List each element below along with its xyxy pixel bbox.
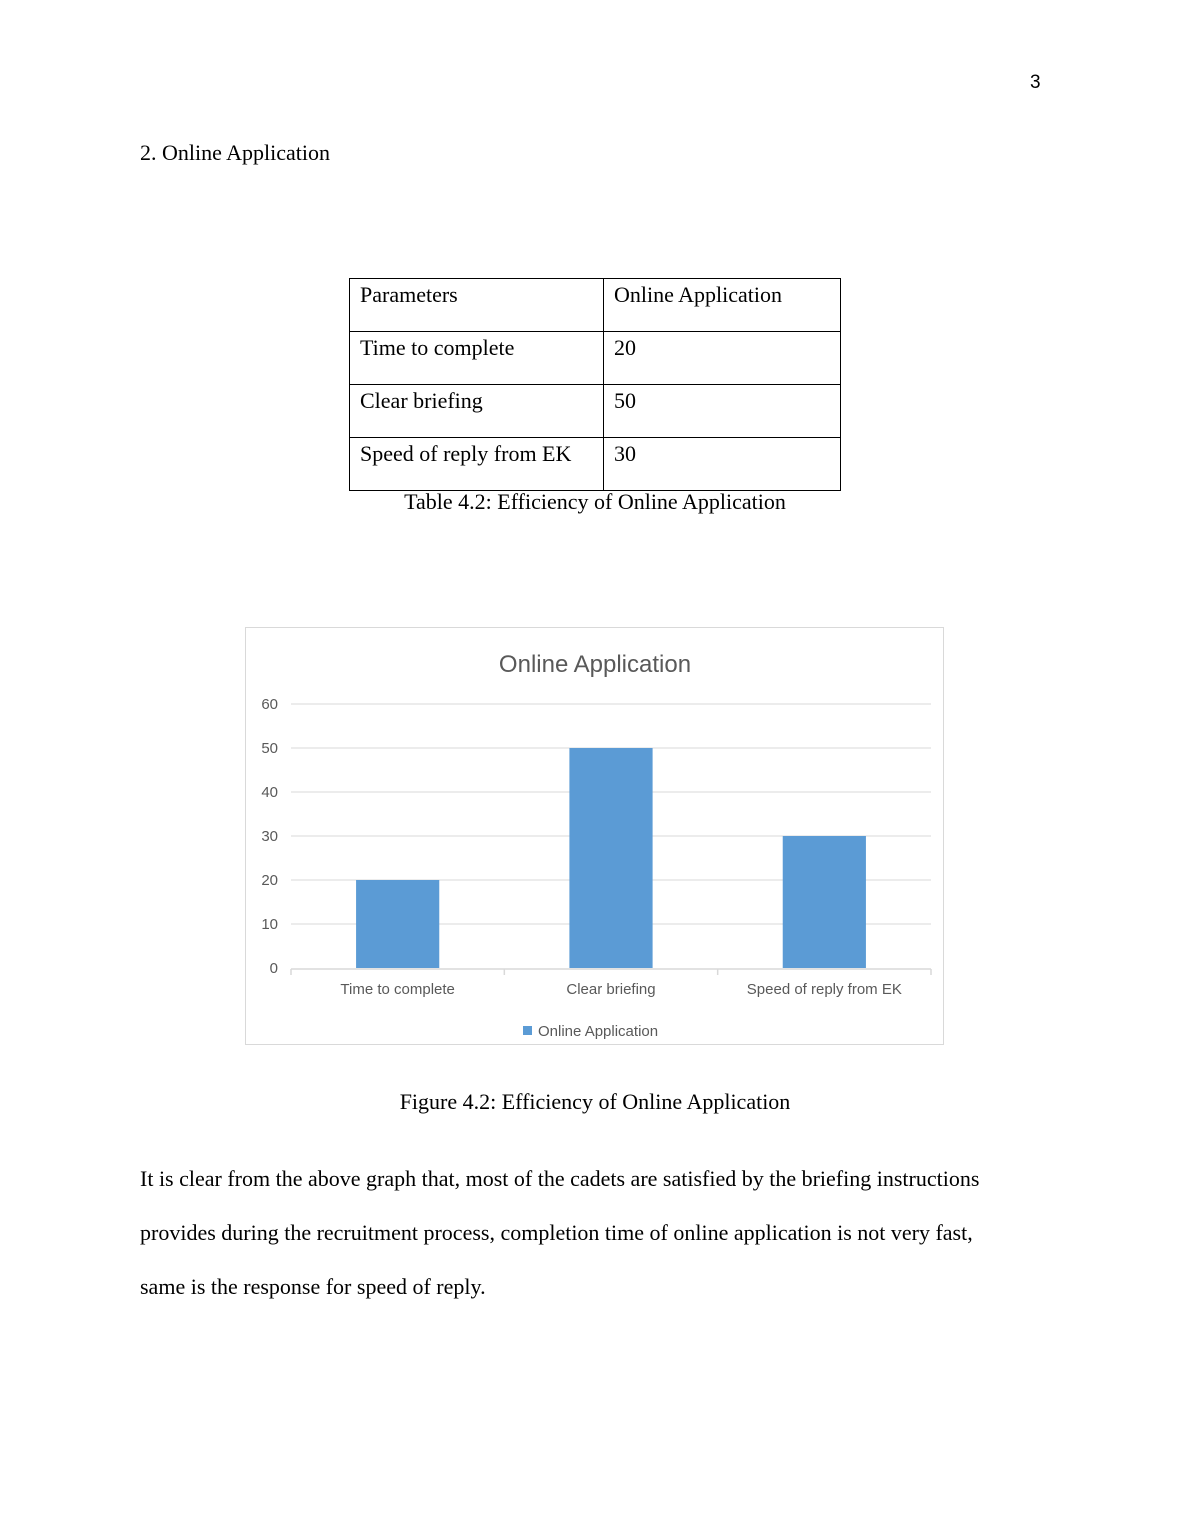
table-cell: Speed of reply from EK xyxy=(350,438,604,491)
table-row xyxy=(350,332,841,385)
y-tick-label: 10 xyxy=(261,916,278,933)
legend-label: Online Application xyxy=(538,1023,659,1040)
table-row xyxy=(350,385,841,438)
y-tick-label: 40 xyxy=(261,784,278,801)
table-cell: 30 xyxy=(604,438,841,491)
paragraph-line: provides during the recruitment process, completion time of online application is not very fast, xyxy=(140,1220,973,1245)
y-tick-label: 0 xyxy=(269,960,278,977)
paragraph-line: It is clear from the above graph that, most of the cadets are satisfied by the briefing instructions xyxy=(140,1166,980,1191)
table-cell: 20 xyxy=(604,332,841,385)
chart-title: Online Application xyxy=(498,651,692,678)
x-tick-label: Time to complete xyxy=(340,981,455,998)
bar xyxy=(356,880,439,968)
bar-chart xyxy=(245,627,944,1045)
body-paragraph xyxy=(140,1152,1050,1314)
table-header-cell: Parameters xyxy=(350,279,604,332)
bar xyxy=(783,836,866,968)
table-cell: 50 xyxy=(604,385,841,438)
table-cell: Time to complete xyxy=(350,332,604,385)
y-tick-label: 50 xyxy=(261,740,278,757)
figure-caption: Figure 4.2: Efficiency of Online Application xyxy=(399,1089,791,1114)
table-caption: Table 4.2: Efficiency of Online Application xyxy=(404,489,786,514)
table-header-cell: Online Application xyxy=(604,279,841,332)
y-tick-label: 20 xyxy=(261,872,278,889)
page-number: 3 xyxy=(1030,72,1041,93)
paragraph-line: same is the response for speed of reply. xyxy=(140,1274,486,1299)
table-cell: Clear briefing xyxy=(350,385,604,438)
legend-swatch xyxy=(523,1026,532,1035)
table-row xyxy=(350,438,841,491)
x-tick-label: Clear briefing xyxy=(566,981,656,998)
section-heading: 2. Online Application xyxy=(140,140,331,165)
y-tick-label: 60 xyxy=(261,696,278,713)
bar xyxy=(569,748,652,968)
table-header-row xyxy=(350,279,841,332)
chart-canvas xyxy=(246,628,945,1046)
parameters-table xyxy=(349,278,841,491)
x-tick-label: Speed of reply from EK xyxy=(746,981,902,998)
y-tick-label: 30 xyxy=(261,828,278,845)
